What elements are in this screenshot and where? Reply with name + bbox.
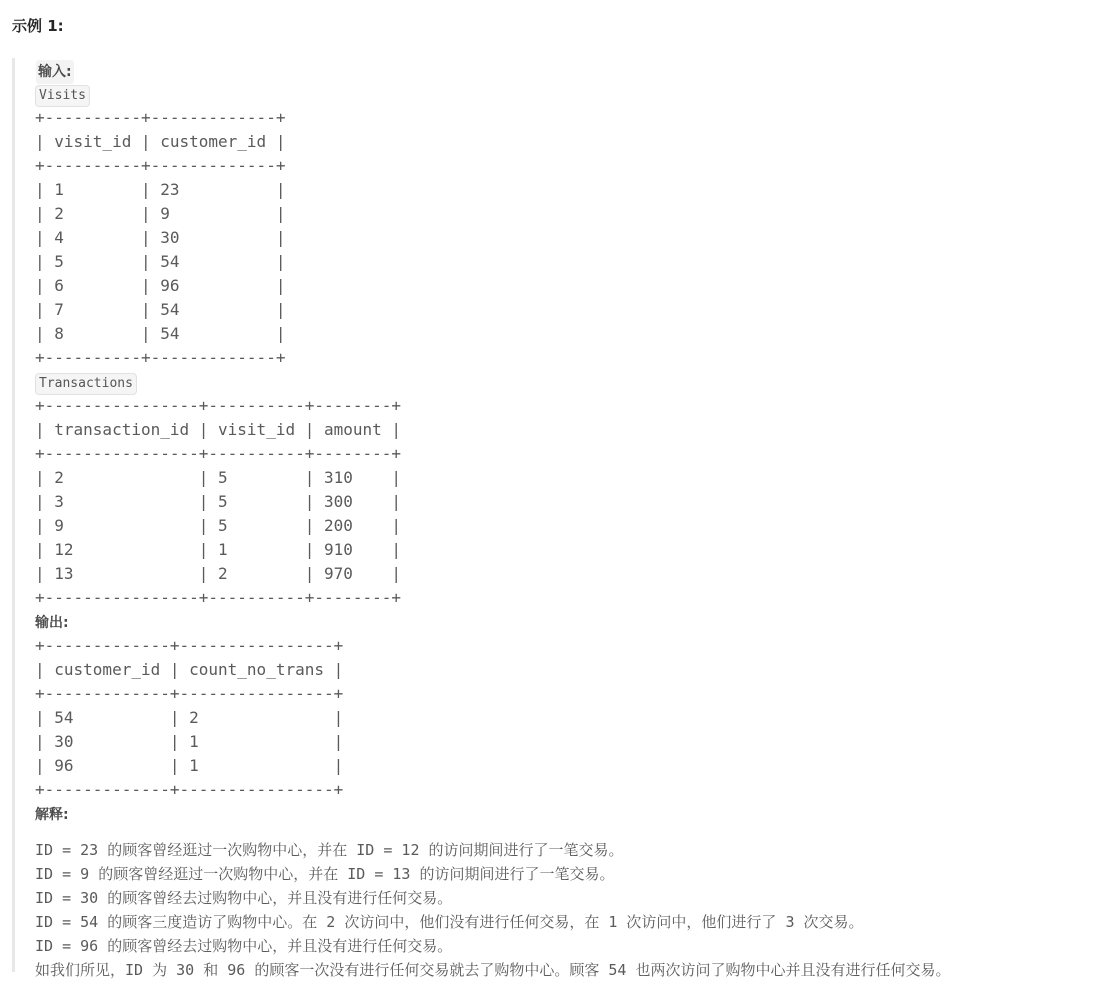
visits-header-row: | visit_id | customer_id | bbox=[35, 132, 286, 151]
visits-border-mid: +----------+-------------+ bbox=[35, 156, 286, 175]
transactions-ascii-table bbox=[35, 394, 401, 610]
example-content bbox=[35, 58, 1105, 979]
visits-ascii-table bbox=[35, 106, 285, 370]
explanation-text bbox=[35, 838, 950, 982]
transactions-border-top: +----------------+----------+--------+ bbox=[35, 396, 402, 415]
input-label: 输入: bbox=[36, 60, 74, 84]
visits-row: | 4 | 30 | bbox=[35, 228, 286, 247]
visits-row: | 8 | 54 | bbox=[35, 324, 286, 343]
visits-row: | 6 | 96 | bbox=[35, 276, 286, 295]
transactions-border-bottom: +----------------+----------+--------+ bbox=[35, 588, 402, 607]
transactions-row: | 3 | 5 | 300 | bbox=[35, 492, 402, 511]
transactions-row: | 13 | 2 | 970 | bbox=[35, 564, 402, 583]
output-row: | 96 | 1 | bbox=[35, 756, 344, 775]
transactions-row: | 9 | 5 | 200 | bbox=[35, 516, 402, 535]
explanation-line: ID = 23 的顾客曾经逛过一次购物中心，并在 ID = 12 的访问期间进行了一笔交易。 bbox=[35, 841, 624, 859]
output-ascii-table bbox=[35, 634, 343, 802]
visits-row: | 1 | 23 | bbox=[35, 180, 286, 199]
visits-row: | 2 | 9 | bbox=[35, 204, 286, 223]
visits-row: | 7 | 54 | bbox=[35, 300, 286, 319]
example-block bbox=[12, 58, 1105, 979]
transactions-row: | 2 | 5 | 310 | bbox=[35, 468, 402, 487]
output-border-top: +-------------+----------------+ bbox=[35, 636, 344, 655]
output-border-mid: +-------------+----------------+ bbox=[35, 684, 344, 703]
transactions-header-row: | transaction_id | visit_id | amount | bbox=[35, 420, 402, 439]
visits-table-name: Visits bbox=[35, 85, 90, 107]
explanation-line: 如我们所见，ID 为 30 和 96 的顾客一次没有进行任何交易就去了购物中心。顾客 54 也两次访问了购物中心并且没有进行任何交易。 bbox=[35, 961, 951, 979]
visits-border-top: +----------+-------------+ bbox=[35, 108, 286, 127]
explanation-line: ID = 96 的顾客曾经去过购物中心，并且没有进行任何交易。 bbox=[35, 937, 453, 955]
output-header-row: | customer_id | count_no_trans | bbox=[35, 660, 344, 679]
output-border-bottom: +-------------+----------------+ bbox=[35, 780, 344, 799]
output-label: 输出: bbox=[35, 615, 69, 631]
output-row: | 54 | 2 | bbox=[35, 708, 344, 727]
example-heading: 示例 1: bbox=[12, 17, 64, 35]
visits-border-bottom: +----------+-------------+ bbox=[35, 348, 286, 367]
explanation-line: ID = 54 的顾客三度造访了购物中心。在 2 次访问中，他们没有进行任何交易，在 1 次访问中，他们进行了 3 次交易。 bbox=[35, 913, 864, 931]
transactions-table-name: Transactions bbox=[35, 373, 137, 395]
explain-label: 解释: bbox=[35, 807, 69, 823]
explanation-line: ID = 9 的顾客曾经逛过一次购物中心，并在 ID = 13 的访问期间进行了一笔交易。 bbox=[35, 865, 615, 883]
explanation-line: ID = 30 的顾客曾经去过购物中心，并且没有进行任何交易。 bbox=[35, 889, 453, 907]
visits-row: | 5 | 54 | bbox=[35, 252, 286, 271]
transactions-border-mid: +----------------+----------+--------+ bbox=[35, 444, 402, 463]
output-row: | 30 | 1 | bbox=[35, 732, 344, 751]
transactions-row: | 12 | 1 | 910 | bbox=[35, 540, 402, 559]
